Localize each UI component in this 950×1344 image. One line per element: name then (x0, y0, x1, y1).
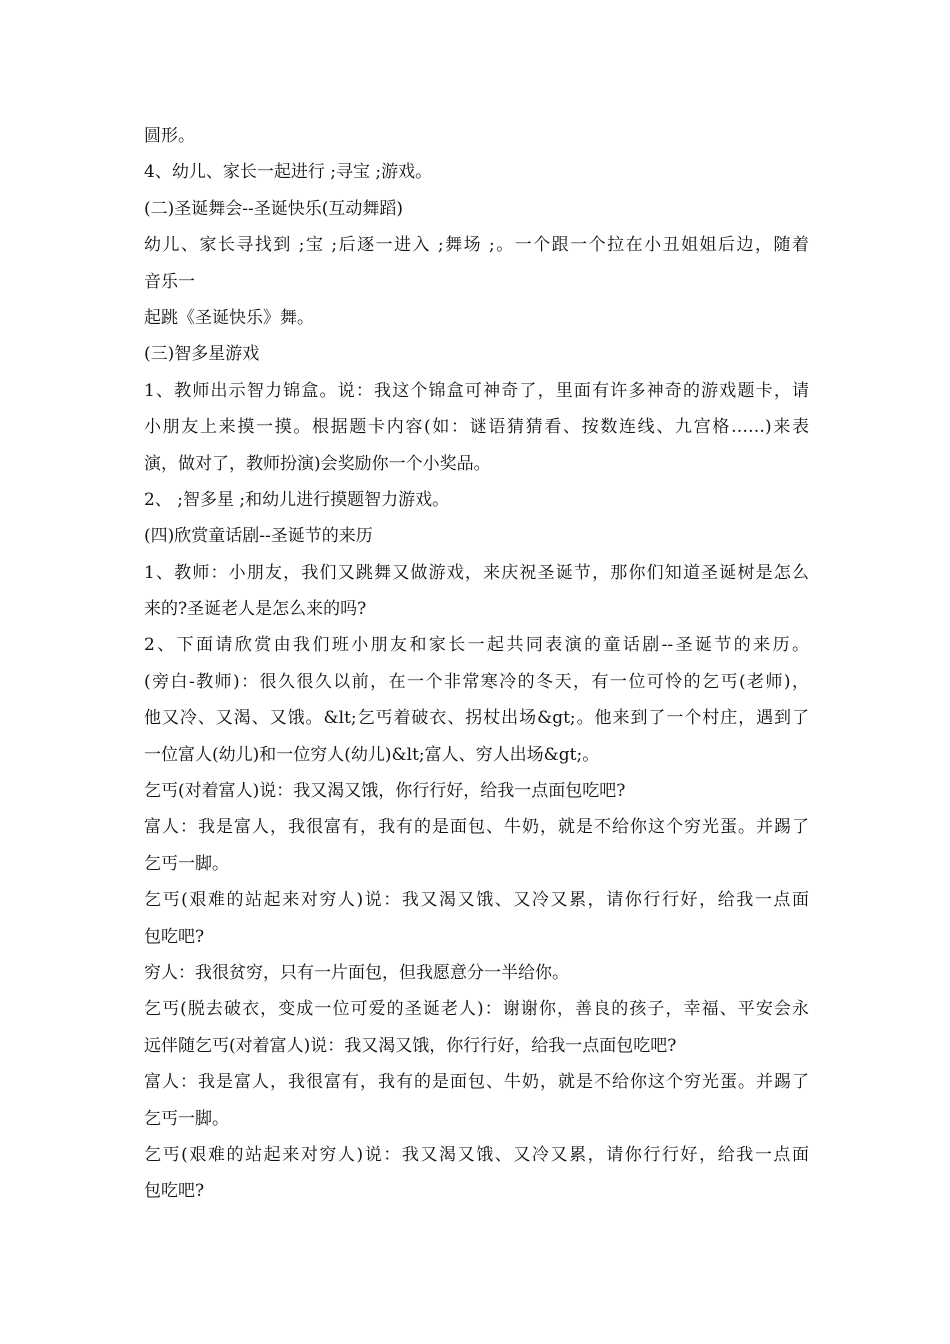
text-line: 来的?圣诞老人是怎么来的吗? (144, 599, 367, 620)
text-line: 一位富人(幼儿)和一位穷人(幼儿)&lt;富人、穷人出场&gt;。 (144, 744, 600, 765)
text-line: (旁白-教师)：很久很久以前，在一个非常寒冷的冬天，有一位可怜的乞丐(老师)， (144, 671, 809, 692)
text-line: 1、教师：小朋友，我们又跳舞又做游戏，来庆祝圣诞节，那你们知道圣诞树是怎么 (144, 562, 809, 583)
text-line: 他又冷、又渴、又饿。&lt;乞丐着破衣、拐杖出场&gt;。他来到了一个村庄，遇到了 (144, 708, 809, 729)
text-line: 包吃吧? (144, 926, 205, 947)
text-line: 穷人：我很贫穷，只有一片面包，但我愿意分一半给你。 (144, 962, 569, 983)
text-line: 1、教师出示智力锦盒。说：我这个锦盒可神奇了，里面有许多神奇的游戏题卡，请 (144, 380, 809, 401)
text-line: (三)智多星游戏 (144, 344, 260, 365)
text-line: 富人：我是富人，我很富有，我有的是面包、牛奶，就是不给你这个穷光蛋。并踢了 (144, 1072, 809, 1093)
text-line: 远伴随乞丐(对着富人)说：我又渴又饿，你行行好，给我一点面包吃吧? (144, 1035, 677, 1056)
text-line: 乞丐一脚。 (144, 853, 229, 874)
text-line: 包吃吧? (144, 1181, 205, 1202)
text-line: 乞丐(艰难的站起来对穷人)说：我又渴又饿、又冷又累，请你行行好，给我一点面 (144, 890, 809, 911)
text-line: 幼儿、家长寻找到 ;宝 ;后逐一进入 ;舞场 ;。一个跟一个拉在小丑姐姐后边，随着 (144, 235, 809, 256)
text-line: 乞丐(艰难的站起来对穷人)说：我又渴又饿、又冷又累，请你行行好，给我一点面 (144, 1144, 809, 1165)
text-line: 演，做对了，教师扮演)会奖励你一个小奖品。 (144, 453, 491, 474)
text-line: 2、下面请欣赏由我们班小朋友和家长一起共同表演的童话剧--圣诞节的来历。 (144, 635, 809, 656)
text-line: 乞丐一脚。 (144, 1108, 229, 1129)
text-line: 乞丐(对着富人)说：我又渴又饿，你行行好，给我一点面包吃吧? (144, 781, 626, 802)
text-line: 音乐一 (144, 271, 195, 292)
document-body (144, 118, 809, 1210)
text-line: 圆形。 (144, 126, 195, 146)
text-line: 起跳《圣诞快乐》舞。 (144, 307, 314, 328)
text-line: 乞丐(脱去破衣，变成一位可爱的圣诞老人)：谢谢你，善良的孩子，幸福、平安会永 (144, 999, 809, 1020)
text-line: 富人：我是富人，我很富有，我有的是面包、牛奶，就是不给你这个穷光蛋。并踢了 (144, 817, 809, 838)
text-line: 4、幼儿、家长一起进行 ;寻宝 ;游戏。 (144, 162, 433, 183)
text-line: (四)欣赏童话剧--圣诞节的来历 (144, 526, 373, 547)
text-line: 小朋友上来摸一摸。根据题卡内容(如：谜语猜猜看、按数连线、九宫格……)来表 (144, 417, 809, 438)
text-line: 2、 ;智多星 ;和幼儿进行摸题智力游戏。 (144, 489, 450, 510)
text-line: (二)圣诞舞会--圣诞快乐(互动舞蹈) (144, 198, 404, 219)
